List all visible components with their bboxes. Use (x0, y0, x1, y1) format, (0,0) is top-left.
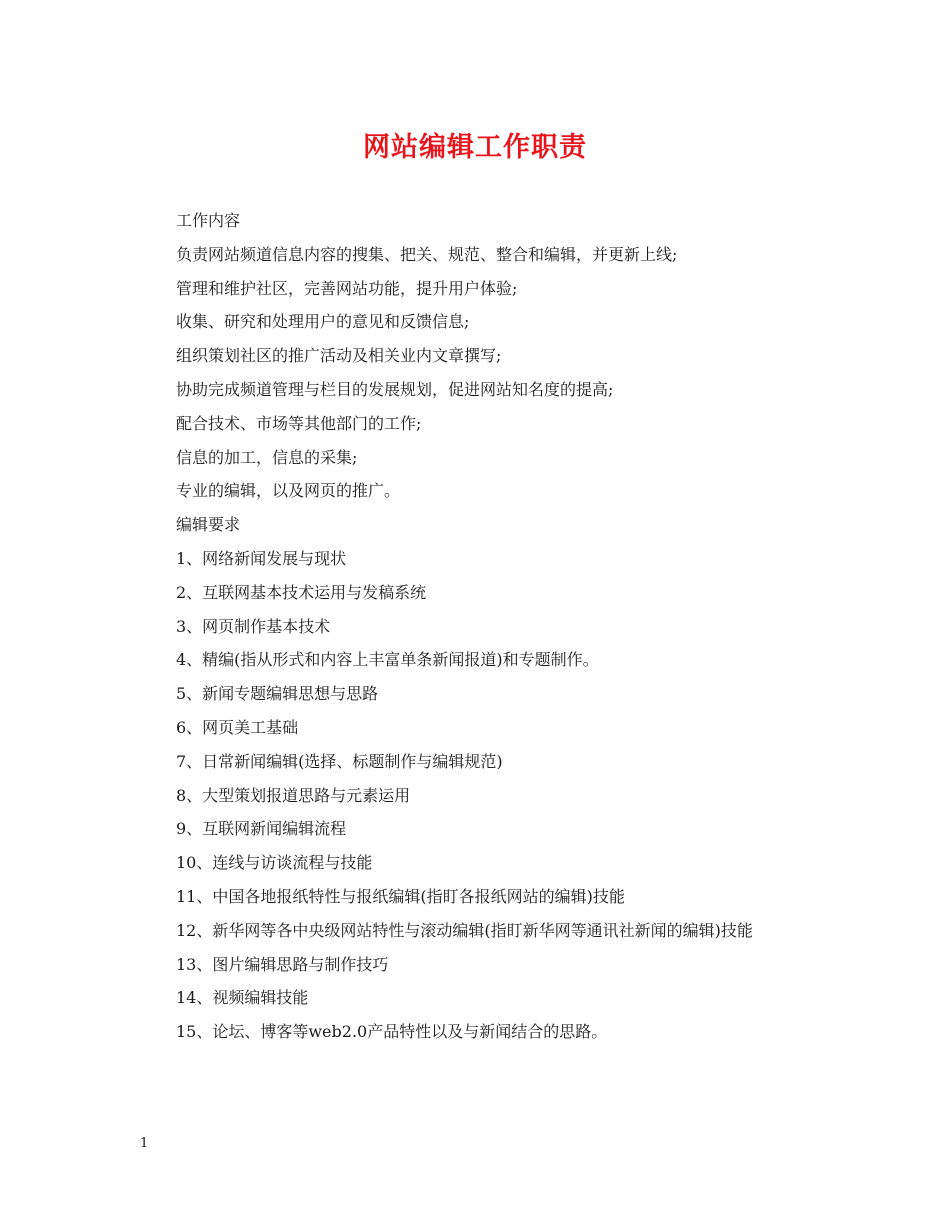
requirement-item: 8、大型策划报道思路与元素运用 (176, 785, 411, 805)
requirement-item: 2、互联网基本技术运用与发稿系统 (176, 582, 427, 602)
requirement-item: 10、连线与访谈流程与技能 (176, 853, 373, 873)
duty-item: 收集、研究和处理用户的意见和反馈信息; (176, 312, 470, 332)
requirement-item: 1、网络新闻发展与现状 (176, 548, 347, 568)
requirement-item: 7、日常新闻编辑(选择、标题制作与编辑规范) (176, 751, 503, 771)
duty-item: 专业的编辑，以及网页的推广。 (176, 481, 401, 501)
duty-item: 管理和维护社区，完善网站功能，提升用户体验; (176, 278, 518, 298)
requirement-item: 11、中国各地报纸特性与报纸编辑(指盯各报纸网站的编辑)技能 (176, 886, 625, 906)
duty-item: 负责网站频道信息内容的搜集、把关、规范、整合和编辑，并更新上线; (176, 244, 678, 264)
document-body (140, 204, 820, 1049)
document-title: 网站编辑工作职责 (363, 132, 587, 163)
requirement-item: 15、论坛、博客等web2.0产品特性以及与新闻结合的思路。 (176, 1022, 608, 1042)
requirement-item: 14、视频编辑技能 (176, 988, 309, 1008)
requirement-item: 9、互联网新闻编辑流程 (176, 819, 347, 839)
requirement-item: 3、网页制作基本技术 (176, 616, 331, 636)
duty-item: 组织策划社区的推广活动及相关业内文章撰写; (176, 346, 502, 366)
duty-item: 信息的加工，信息的采集; (176, 447, 358, 467)
duty-item: 配合技术、市场等其他部门的工作; (176, 413, 422, 433)
requirement-item: 6、网页美工基础 (176, 717, 299, 737)
section-heading-work-content: 工作内容 (176, 211, 241, 230)
requirement-item: 5、新闻专题编辑思想与思路 (176, 684, 379, 704)
duty-item: 协助完成频道管理与栏目的发展规划，促进网站知名度的提高; (176, 379, 614, 399)
requirement-item: 12、新华网等各中央级网站特性与滚动编辑(指盯新华网等通讯社新闻的编辑)技能 (176, 920, 753, 940)
page-number: 1 (140, 1136, 149, 1151)
requirement-item: 4、精编(指从形式和内容上丰富单条新闻报道)和专题制作。 (176, 650, 599, 670)
section-heading-requirements: 编辑要求 (176, 515, 241, 535)
requirement-item: 13、图片编辑思路与制作技巧 (176, 954, 389, 974)
